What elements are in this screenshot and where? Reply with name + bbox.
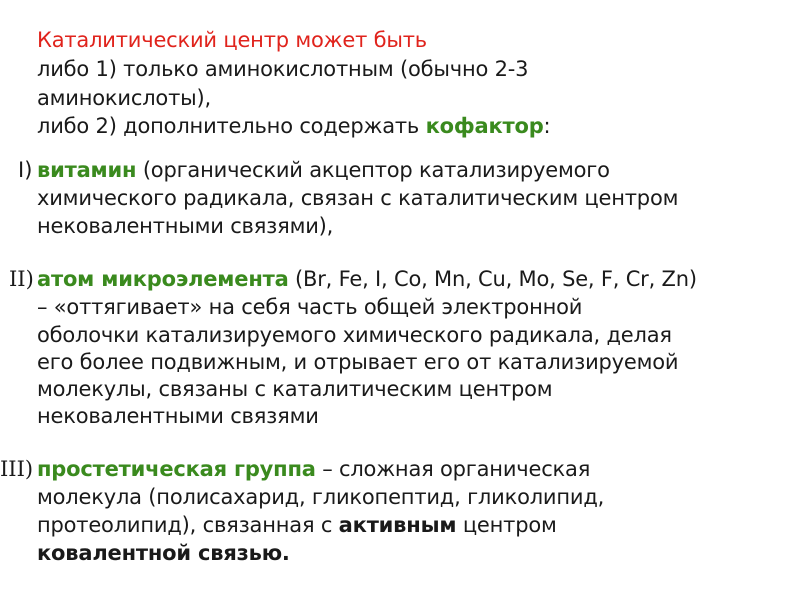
intro-line-option-1: либо 1) только аминокислотным (обычно 2-3 (37, 57, 529, 81)
item-1-marker: I) (18, 158, 33, 182)
item-2-marker: II) (9, 267, 34, 291)
intro-line-option-2 (37, 113, 550, 140)
item-3-line-3-text: протеолипид), связанная с (37, 513, 339, 537)
item-3-line-4: ковалентной связью. (37, 541, 290, 565)
item-2-text: (Br, Fe, I, Co, Mn, Cu, Mo, Se, F, Cr, Zn) (288, 267, 697, 291)
item-3-line-3-end: центром (456, 513, 557, 537)
intro-heading: Каталитический центр может быть (37, 28, 427, 52)
item-1-text: (органический акцептор катализируемого (136, 158, 610, 182)
intro-line-option-1-cont: аминокислоты), (37, 86, 211, 110)
intro-option-2-text: либо 2) дополнительно содержать (37, 114, 426, 138)
item-1-line-1 (37, 157, 610, 184)
item-1-keyword: витамин (37, 158, 137, 182)
item-3-keyword: простетическая группа (37, 457, 316, 481)
item-2-line-3: оболочки катализируемого химического радикала, делая (37, 323, 672, 347)
item-2-line-4: его более подвижным, и отрывает его от катализируемой (37, 350, 679, 374)
item-2-line-6: нековалентными связями (37, 404, 319, 428)
item-3-text: – сложная органическая (315, 457, 591, 481)
item-2-line-2: – «оттягивает» на себя часть общей электронной (37, 295, 583, 319)
item-1-line-2: химического радикала, связан с каталитическим центром (37, 186, 679, 210)
intro-colon: : (543, 114, 551, 138)
item-2-line-1 (37, 266, 697, 293)
item-2-keyword: атом микроэлемента (37, 267, 289, 291)
item-3-marker: III) (0, 457, 34, 481)
item-1-line-3: нековалентными связями), (37, 214, 334, 238)
item-2-line-5: молекулы, связаны с каталитическим центром (37, 377, 553, 401)
item-3-line-2: молекула (полисахарид, гликопептид, гликолипид, (37, 485, 605, 509)
item-3-line-3 (37, 512, 557, 539)
active-keyword: активным (338, 513, 457, 537)
item-3-line-1 (37, 456, 590, 483)
cofactor-keyword: кофактор (425, 114, 544, 138)
